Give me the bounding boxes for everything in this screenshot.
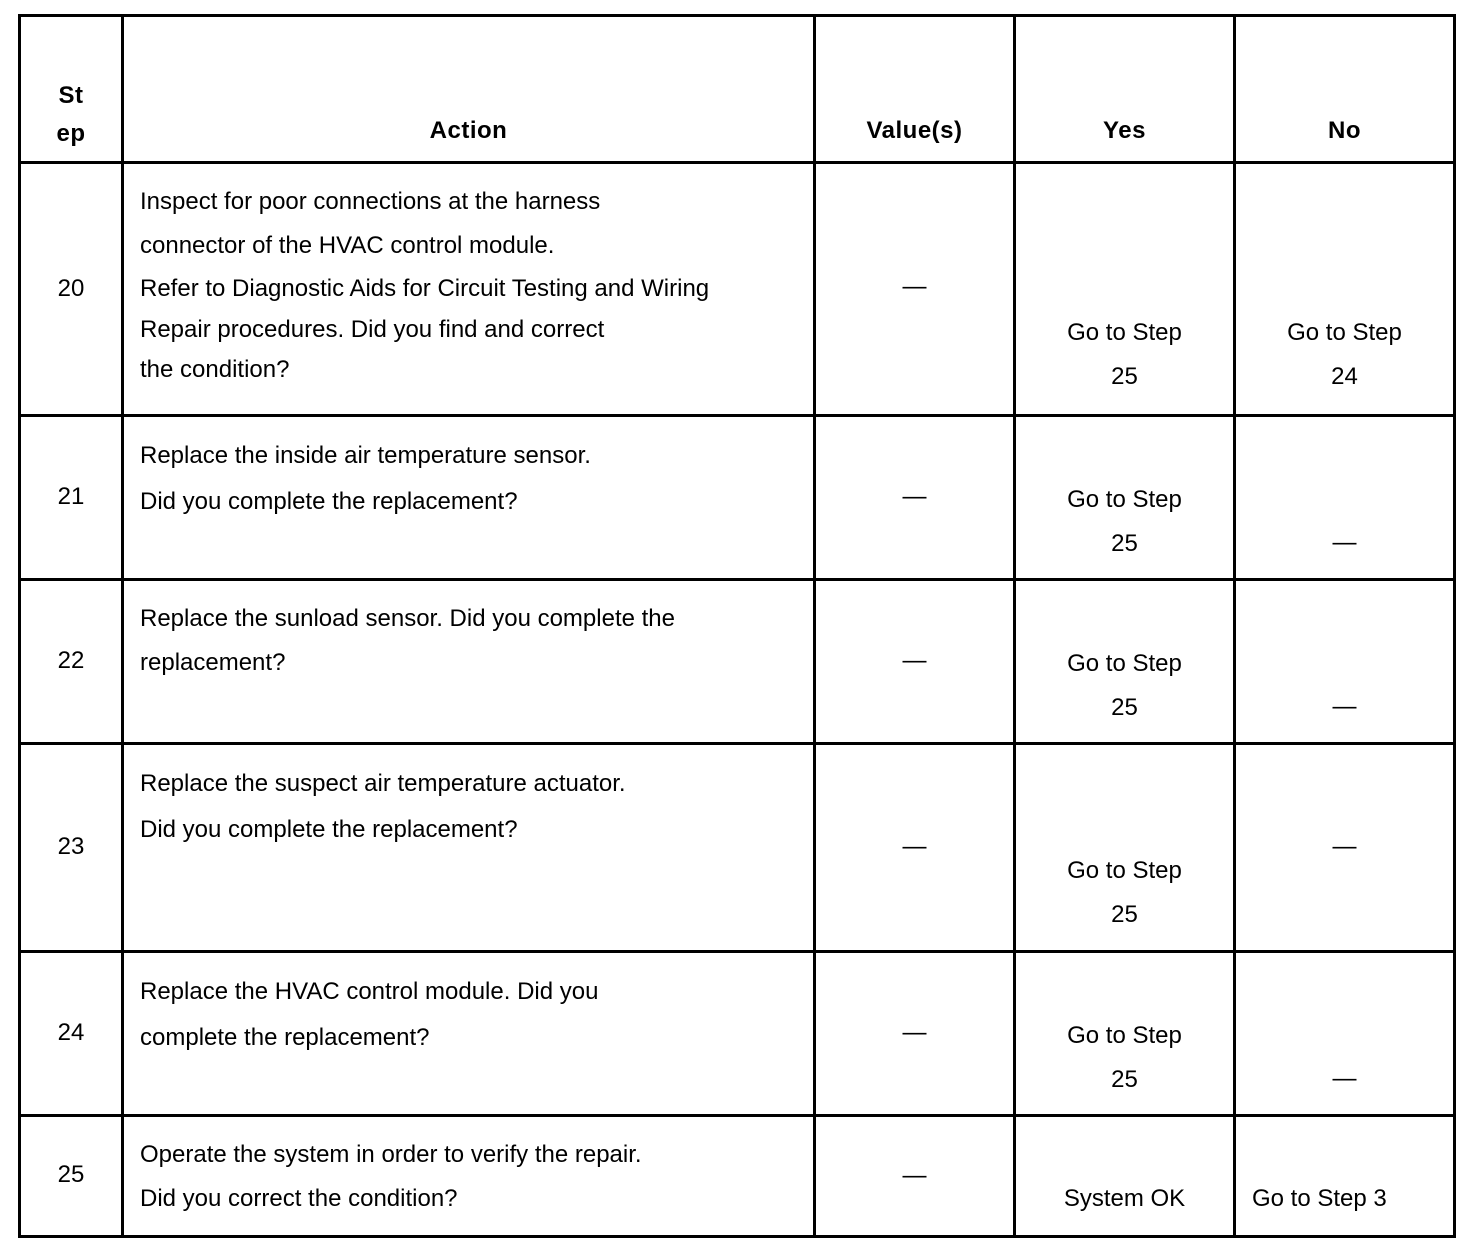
step-cell: 24: [20, 952, 123, 1116]
action-cell: Replace the suspect air temperature actuator. Did you complete the replacement?: [123, 744, 815, 952]
no-cell: —: [1235, 744, 1455, 952]
action-cell: Replace the inside air temperature sensor. Did you complete the replacement?: [123, 416, 815, 580]
action-cell: Inspect for poor connections at the harness connector of the HVAC control module. Refer to Diagnostic Aids for Circuit Testing and Wiring Repair procedures. Did you find and correct the condition?: [123, 163, 815, 416]
no-cell: —: [1235, 580, 1455, 744]
header-values: Value(s): [815, 16, 1015, 163]
table-row: [20, 580, 1455, 744]
header-row: [20, 16, 1455, 163]
value-cell: —: [815, 580, 1015, 744]
value-cell: —: [815, 163, 1015, 416]
value-cell: —: [815, 1116, 1015, 1237]
yes-cell: Go to Step 25: [1015, 580, 1235, 744]
yes-cell: Go to Step 25: [1015, 416, 1235, 580]
table-row: [20, 744, 1455, 952]
yes-cell: Go to Step 25: [1015, 952, 1235, 1116]
step-cell: 23: [20, 744, 123, 952]
header-step: St ep: [20, 16, 123, 163]
yes-cell: System OK: [1015, 1116, 1235, 1237]
action-cell: Operate the system in order to verify the repair. Did you correct the condition?: [123, 1116, 815, 1237]
no-cell: —: [1235, 952, 1455, 1116]
table-row: [20, 416, 1455, 580]
action-cell: Replace the HVAC control module. Did you complete the replacement?: [123, 952, 815, 1116]
table-row: [20, 163, 1455, 416]
value-cell: —: [815, 952, 1015, 1116]
yes-cell: Go to Step 25: [1015, 163, 1235, 416]
step-cell: 21: [20, 416, 123, 580]
header-no: No: [1235, 16, 1455, 163]
step-cell: 25: [20, 1116, 123, 1237]
step-cell: 20: [20, 163, 123, 416]
no-cell: Go to Step 3: [1235, 1116, 1455, 1237]
value-cell: —: [815, 744, 1015, 952]
step-cell: 22: [20, 580, 123, 744]
no-cell: —: [1235, 416, 1455, 580]
header-yes: Yes: [1015, 16, 1235, 163]
value-cell: —: [815, 416, 1015, 580]
table-row: [20, 952, 1455, 1116]
action-cell: Replace the sunload sensor. Did you complete the replacement?: [123, 580, 815, 744]
table-row: [20, 1116, 1455, 1237]
yes-cell: Go to Step 25: [1015, 744, 1235, 952]
header-action: Action: [123, 16, 815, 163]
no-cell: Go to Step 24: [1235, 163, 1455, 416]
diagnostic-table: [18, 14, 1456, 1238]
